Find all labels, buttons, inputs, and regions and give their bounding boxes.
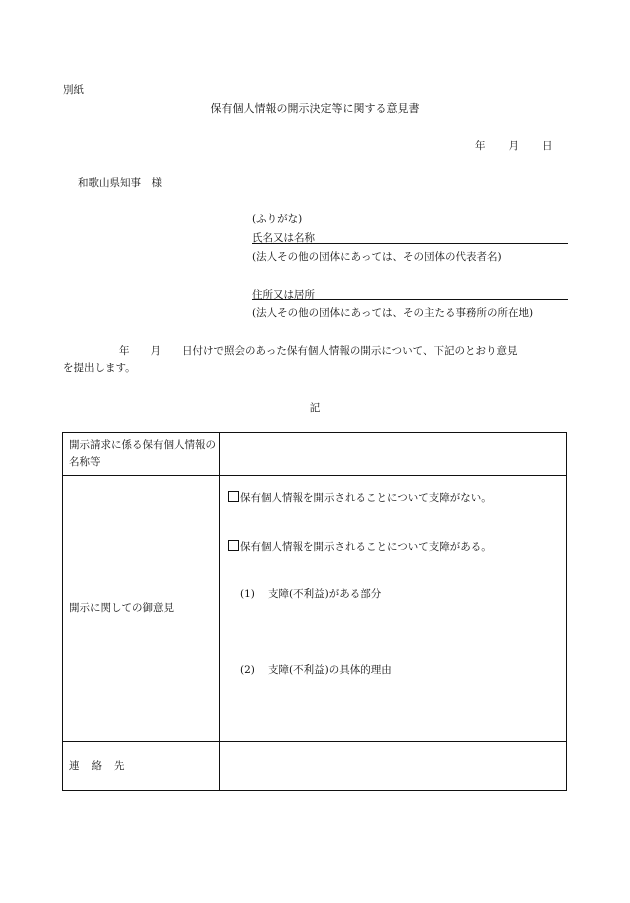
body-text-line1: 年 月 日付けで照会のあった保有個人情報の開示について、下記のとおり意見 bbox=[119, 345, 518, 357]
address-note: (法人その他の団体にあっては、その主たる事務所の所在地) bbox=[252, 307, 534, 319]
attachment-label: 別紙 bbox=[63, 84, 84, 96]
item-text: 支障(不利益)がある部分 bbox=[268, 588, 382, 600]
page-title: 保有個人情報の開示決定等に関する意見書 bbox=[210, 102, 420, 115]
opinion-field[interactable] bbox=[220, 476, 567, 742]
contact-label bbox=[63, 742, 220, 791]
date-year: 年 bbox=[475, 140, 486, 152]
record-name-label bbox=[63, 433, 220, 476]
date-month: 月 bbox=[508, 140, 519, 152]
item-number: (1) bbox=[240, 588, 255, 600]
contact-label-char: 絡 bbox=[91, 759, 102, 772]
objection-part-item bbox=[240, 586, 381, 601]
option-objection-text: 保有個人情報を開示されることについて支障がある。 bbox=[240, 541, 492, 553]
name-field-label: 氏名又は名称 bbox=[252, 232, 315, 244]
table-row bbox=[63, 742, 567, 791]
option-no-objection[interactable] bbox=[228, 490, 492, 505]
table-row bbox=[63, 433, 567, 476]
item-number: (2) bbox=[240, 664, 255, 676]
opinion-table bbox=[62, 432, 567, 791]
item-text: 支障(不利益)の具体的理由 bbox=[268, 664, 392, 676]
checkbox-icon[interactable] bbox=[228, 491, 239, 502]
body-text-line2: を提出します。 bbox=[63, 362, 136, 374]
record-name-label-text: 開示請求に係る保有個人情報の名称等 bbox=[69, 439, 216, 468]
opinion-label bbox=[63, 476, 220, 742]
objection-reason-item bbox=[240, 662, 392, 677]
address-field-label: 住所又は居所 bbox=[252, 289, 315, 301]
date-line bbox=[475, 138, 553, 153]
furigana-label: (ふりがな) bbox=[252, 213, 303, 225]
contact-label-char: 先 bbox=[114, 759, 125, 772]
contact-label-char: 連 bbox=[69, 759, 80, 772]
table-row bbox=[63, 476, 567, 742]
checkbox-icon[interactable] bbox=[228, 540, 239, 551]
name-note: (法人その他の団体にあっては、その団体の代表者名) bbox=[252, 251, 502, 263]
addressee: 和歌山県知事 様 bbox=[78, 177, 162, 189]
option-objection[interactable] bbox=[228, 539, 492, 554]
address-underline[interactable] bbox=[252, 299, 568, 300]
record-name-field[interactable] bbox=[220, 433, 567, 476]
contact-field[interactable] bbox=[220, 742, 567, 791]
date-day: 日 bbox=[542, 140, 553, 152]
ki-heading: 記 bbox=[309, 402, 321, 414]
opinion-label-text: 開示に関しての御意見 bbox=[69, 602, 174, 614]
name-underline[interactable] bbox=[252, 243, 568, 244]
option-no-objection-text: 保有個人情報を開示されることについて支障がない。 bbox=[240, 492, 492, 504]
